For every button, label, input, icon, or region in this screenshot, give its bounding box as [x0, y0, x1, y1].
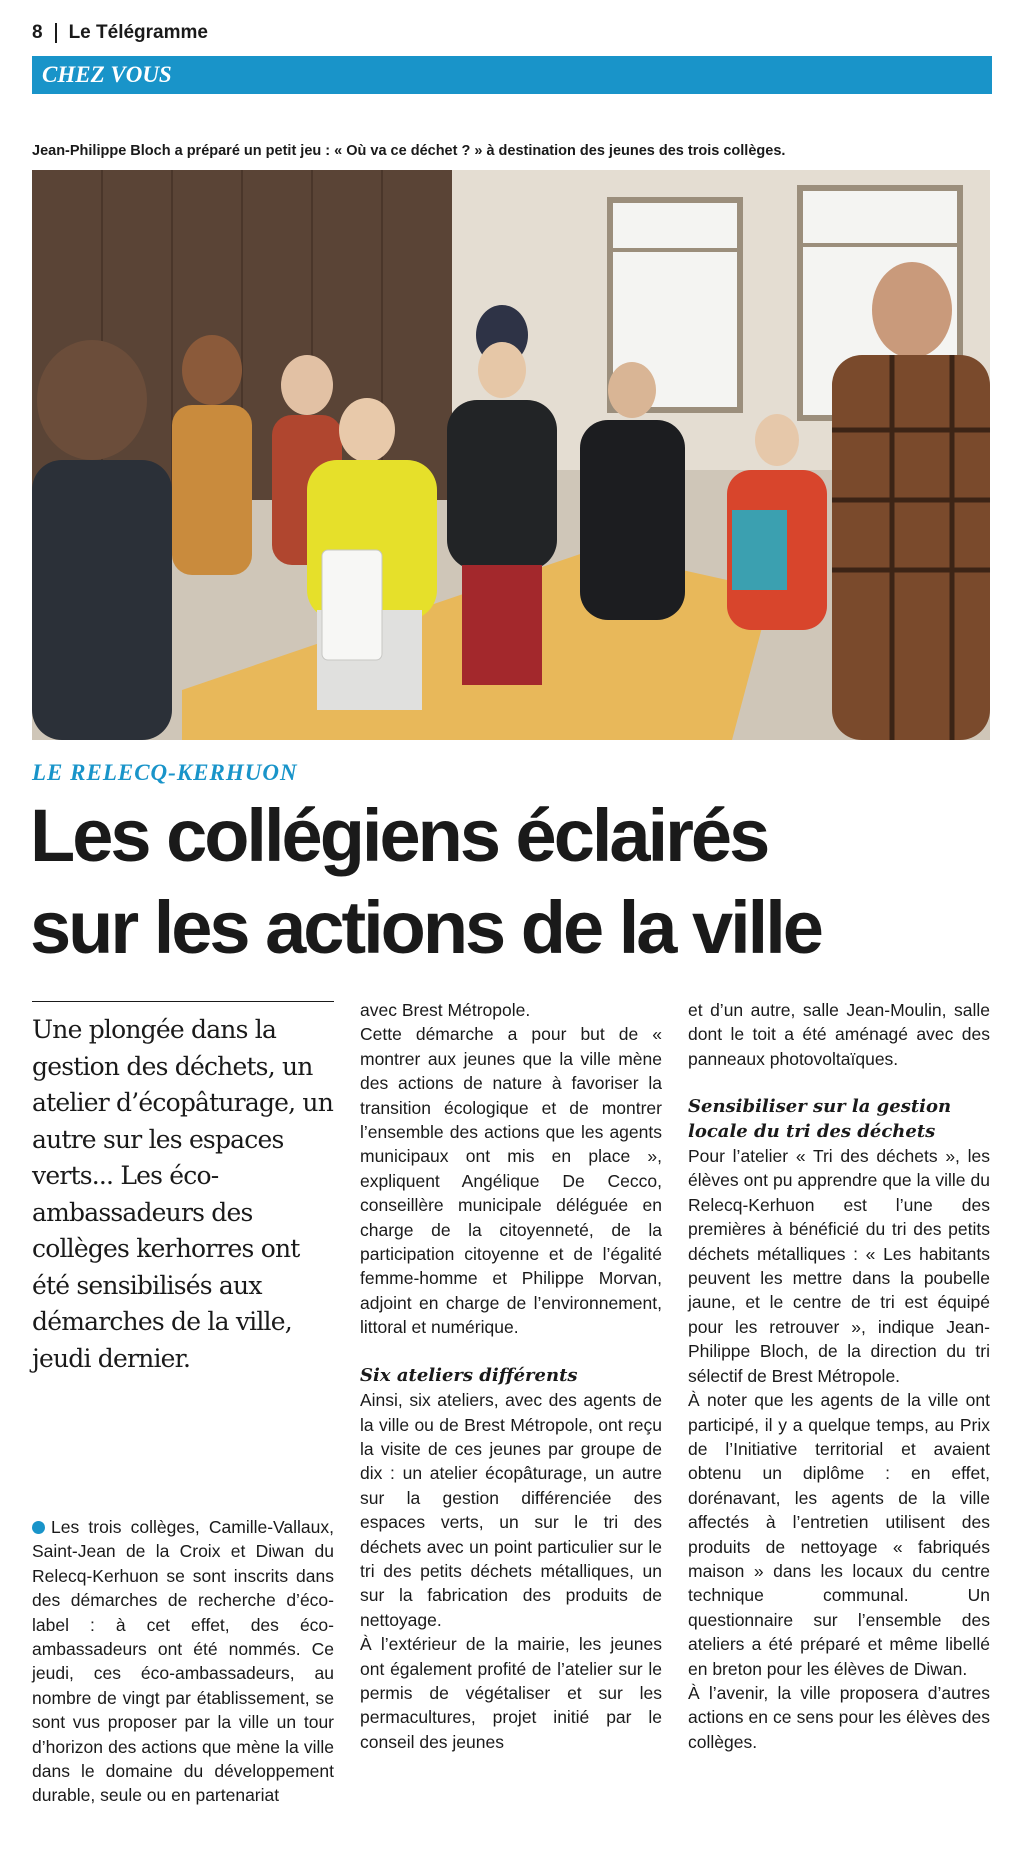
- column-3-paragraph-2: Pour l’atelier « Tri des déchets », les élèves ont pu apprendre que la ville du Relecq-Kerhuon est l’une des premières à bénéficié du tri des petits déchets métalliques : « Les habitants peuvent les mettre dans la poubelle jaune, et le centre de tri est équipé pour les retrouver », indique Jean-Philippe Bloch, de la direction du tri sélectif de Brest Métropole.: [688, 1146, 990, 1386]
- section-rubric-bar: [32, 56, 992, 94]
- headline-line-2: sur les actions de la ville: [30, 886, 821, 969]
- column-3-paragraph-3: À noter que les agents de la ville ont participé, il y a quelque temps, au Prix de l’Initiative territorial et avaient obtenu un diplôme : en effet, dorénavant, les agents de la ville affectés à l’entretien utilisent des produits de nettoyage « fabriqués maison » dans les locaux du centre technique communal. Un questionnaire sur l’ensemble des ateliers a été préparé et même libellé en breton pour les élèves de Diwan.: [688, 1390, 990, 1679]
- page-header: [32, 20, 208, 46]
- column-1-text: Les trois collèges, Camille-Vallaux, Saint-Jean de la Croix et Diwan du Relecq-Kerhuon se sont inscrits dans des démarches de recherche d’éco-label : à cet effet, des éco-ambassadeurs ont été nommés. Ce jeudi, ces éco-ambassadeurs, au nombre de vingt par établissement, se sont vus proposer par la ville un tour d’horizon des actions que mène la ville dans le domaine du développement durable, seule ou en partenariat: [32, 1517, 334, 1806]
- subheading-six-ateliers: Six ateliers différents: [360, 1364, 578, 1386]
- article-chapo: Une plongée dans la gestion des déchets, un atelier d’écopâturage, un autre sur les espaces verts... Les éco-ambassadeurs des collèges kerhorres ont été sensibilisés aux démarches de la ville, jeudi dernier.: [32, 1015, 334, 1373]
- header-separator: [55, 23, 57, 43]
- column-1-paragraph: [32, 1515, 334, 1808]
- column-2-paragraph-1: avec Brest Métropole.: [360, 1000, 531, 1020]
- page-number: 8: [32, 22, 43, 43]
- photo-caption: Jean-Philippe Bloch a préparé un petit jeu : « Où va ce déchet ? » à destination des jeunes des trois collèges.: [32, 143, 786, 159]
- section-rubric: CHEZ VOUS: [42, 62, 172, 87]
- column-2-paragraph-4: À l’extérieur de la mairie, les jeunes ont également profité de l’atelier sur le permis de végétaliser et sur les permacultures, projet initié par le conseil des jeunes: [360, 1634, 662, 1752]
- article-column-2: [360, 998, 662, 1754]
- article-headline: [30, 790, 990, 974]
- subheading-sensibiliser: Sensibiliser sur la gestion locale du tri des déchets: [688, 1096, 952, 1142]
- article-column-1: [32, 1515, 334, 1808]
- chapo-rule: [32, 1001, 334, 1002]
- paragraph-bullet-icon: [32, 1521, 45, 1534]
- article-column-3: [688, 998, 990, 1754]
- headline-line-1: Les collégiens éclairés: [30, 794, 768, 877]
- article-kicker: LE RELECQ-KERHUON: [32, 760, 298, 785]
- publication-name: Le Télégramme: [68, 22, 208, 43]
- photo-illustration: [32, 170, 990, 740]
- column-2-paragraph-2: Cette démarche a pour but de « montrer aux jeunes que la ville mène des actions de nature à favoriser la transition écologique et de montrer l’ensemble des actions que les agents municipaux ont mis en place », expliquent Angélique De Cecco, conseillère municipale déléguée en charge de la citoyenneté, de la participation citoyenne et de l’égalité femme-homme et Philippe Morvan, adjoint en charge de l’environnement, littoral et numérique.: [360, 1024, 662, 1338]
- column-3-paragraph-1: et d’un autre, salle Jean-Moulin, salle dont le toit a été aménagé avec des panneaux photovoltaïques.: [688, 1000, 990, 1069]
- column-2-paragraph-3: Ainsi, six ateliers, avec des agents de la ville ou de Brest Métropole, ont reçu la visite de ces jeunes par groupe de dix : un atelier écopâturage, un autre sur la gestion différenciée des espaces verts, un sur le tri des déchets avec un point particulier sur le tri des petits déchets métalliques, un sur la fabrication des produits de nettoyage.: [360, 1390, 662, 1630]
- column-3-paragraph-4: À l’avenir, la ville proposera d’autres actions en ce sens pour les élèves des collèges.: [688, 1682, 990, 1752]
- article-photo: [32, 170, 990, 740]
